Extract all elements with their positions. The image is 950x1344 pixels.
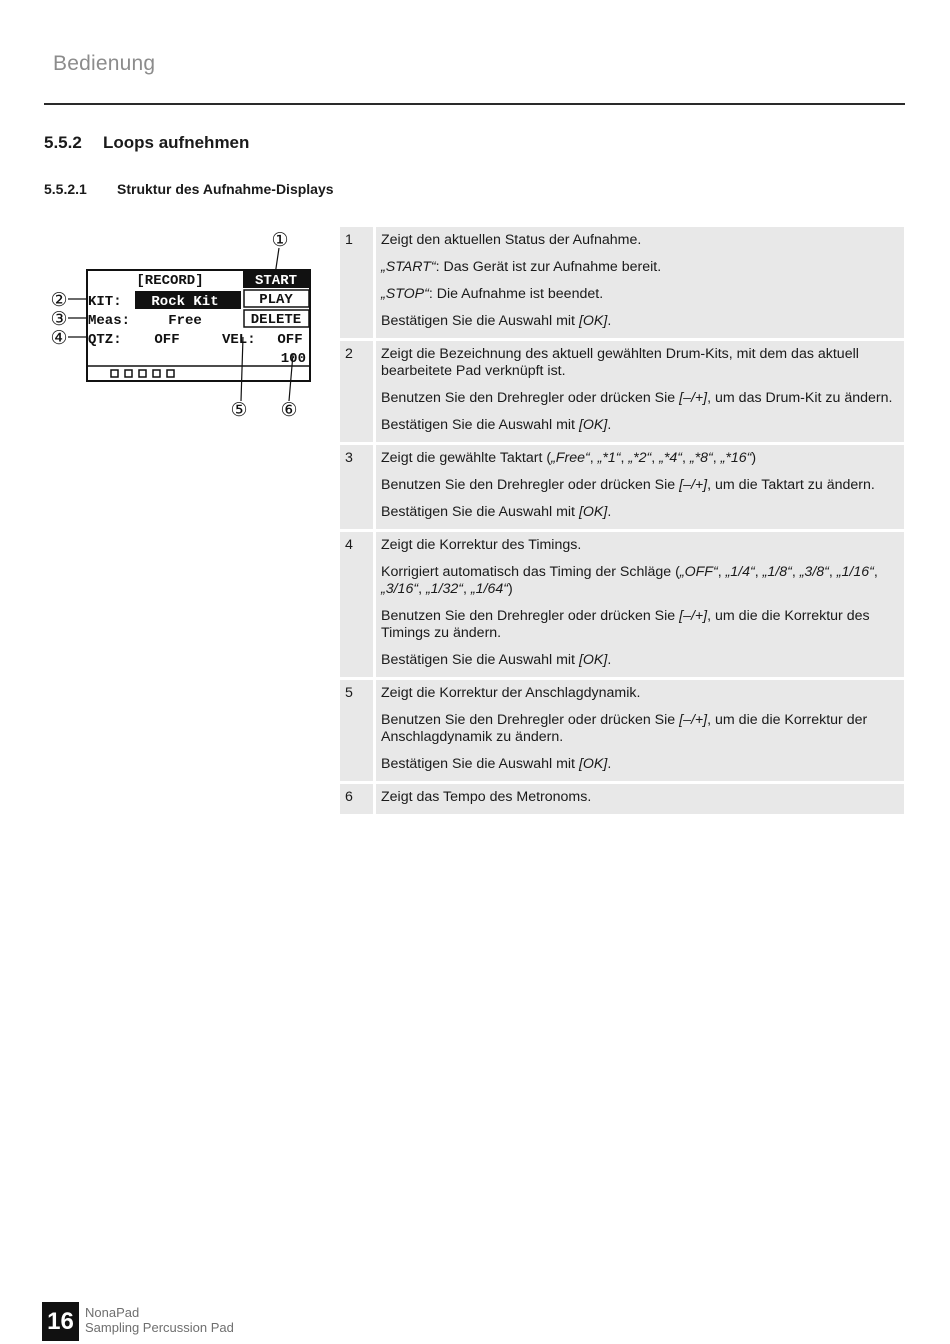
page-number: 16: [42, 1302, 79, 1341]
description-paragraph: Bestätigen Sie die Auswahl mit [OK].: [381, 652, 612, 668]
table-row: [340, 341, 904, 442]
record-display-diagram: [44, 226, 334, 426]
callout-2: ②: [50, 289, 68, 311]
lcd-kit-label: KIT:: [88, 294, 122, 310]
lcd-meas-label: Meas:: [88, 313, 131, 329]
table-row: [340, 532, 904, 677]
footer-product-info: [85, 1305, 234, 1335]
description-paragraph: Zeigt die Bezeichnung des aktuell gewählten Drum-Kits, mit dem das aktuell bearbeitete Pad verknüpft ist.: [381, 346, 859, 379]
description-paragraph: Bestätigen Sie die Auswahl mit [OK].: [381, 756, 612, 772]
description-paragraph: Korrigiert automatisch das Timing der Schläge („OFF“, „1/4“, „1/8“, „3/8“, „1/16“, „3/16“, „1/32“, „1/64“): [381, 564, 878, 597]
row-number: 4: [340, 532, 376, 677]
lcd-meas-value: Free: [168, 313, 202, 329]
table-row: [340, 784, 904, 814]
row-description: [376, 784, 904, 814]
row-number: 3: [340, 445, 376, 529]
description-paragraph: Benutzen Sie den Drehregler oder drücken Sie [–/+], um das Drum-Kit zu ändern.: [381, 390, 893, 406]
description-paragraph: Bestätigen Sie die Auswahl mit [OK].: [381, 504, 612, 520]
description-paragraph: Benutzen Sie den Drehregler oder drücken Sie [–/+], um die die Korrektur der Anschlagdynamik zu ändern.: [381, 712, 868, 745]
subsection-number: 5.5.2.1: [44, 181, 87, 197]
description-paragraph: „STOP“: Die Aufnahme ist beendet.: [381, 286, 604, 302]
running-header: Bedienung: [53, 52, 156, 75]
description-table: [340, 224, 904, 817]
row-number: 1: [340, 227, 376, 338]
description-paragraph: Zeigt den aktuellen Status der Aufnahme.: [381, 232, 642, 248]
row-description: [376, 341, 904, 442]
row-description: [376, 532, 904, 677]
lcd-title: [RECORD]: [136, 273, 204, 289]
lcd-qtz-value: OFF: [154, 332, 180, 348]
description-paragraph: Zeigt die Korrektur des Timings.: [381, 537, 582, 553]
table-row: [340, 227, 904, 338]
description-paragraph: Bestätigen Sie die Auswahl mit [OK].: [381, 417, 612, 433]
row-number: 5: [340, 680, 376, 781]
section-title: Loops aufnehmen: [103, 133, 250, 152]
description-paragraph: Bestätigen Sie die Auswahl mit [OK].: [381, 313, 612, 329]
row-description: [376, 680, 904, 781]
callout-1: ①: [271, 229, 289, 251]
lcd-tempo: 100: [280, 351, 306, 367]
description-paragraph: Benutzen Sie den Drehregler oder drücken Sie [–/+], um die Taktart zu ändern.: [381, 477, 875, 493]
callout-5: ⑤: [230, 399, 248, 421]
header-divider: [44, 103, 905, 105]
row-description: [376, 227, 904, 338]
subsection-heading: [44, 181, 334, 197]
lcd-vel-label: VEL:: [222, 332, 256, 348]
row-description: [376, 445, 904, 529]
lcd-vel-value: OFF: [277, 332, 303, 348]
description-paragraph: Zeigt die gewählte Taktart („Free“, „*1“, „*2“, „*4“, „*8“, „*16“): [381, 450, 757, 466]
row-number: 2: [340, 341, 376, 442]
lcd-qtz-label: QTZ:: [88, 332, 122, 348]
callout-4: ④: [50, 327, 68, 349]
lcd-kit-value: Rock Kit: [151, 294, 219, 310]
section-number: 5.5.2: [44, 133, 82, 152]
callout-3: ③: [50, 308, 68, 330]
section-heading: [44, 133, 249, 153]
callout-6: ⑥: [280, 399, 298, 421]
description-paragraph: Zeigt das Tempo des Metronoms.: [381, 789, 592, 805]
subsection-title: Struktur des Aufnahme-Displays: [117, 181, 334, 197]
description-paragraph: Benutzen Sie den Drehregler oder drücken Sie [–/+], um die die Korrektur des Timings zu ändern.: [381, 608, 870, 641]
table-row: [340, 445, 904, 529]
table-row: [340, 680, 904, 781]
row-number: 6: [340, 784, 376, 814]
description-paragraph: Zeigt die Korrektur der Anschlagdynamik.: [381, 685, 641, 701]
lcd-play-button: PLAY: [259, 292, 293, 308]
footer-subtitle: Sampling Percussion Pad: [85, 1320, 234, 1335]
footer-product: NonaPad: [85, 1305, 140, 1320]
description-paragraph: „START“: Das Gerät ist zur Aufnahme bereit.: [381, 259, 662, 275]
lcd-start-button: START: [254, 273, 298, 289]
lcd-delete-button: DELETE: [250, 312, 302, 328]
